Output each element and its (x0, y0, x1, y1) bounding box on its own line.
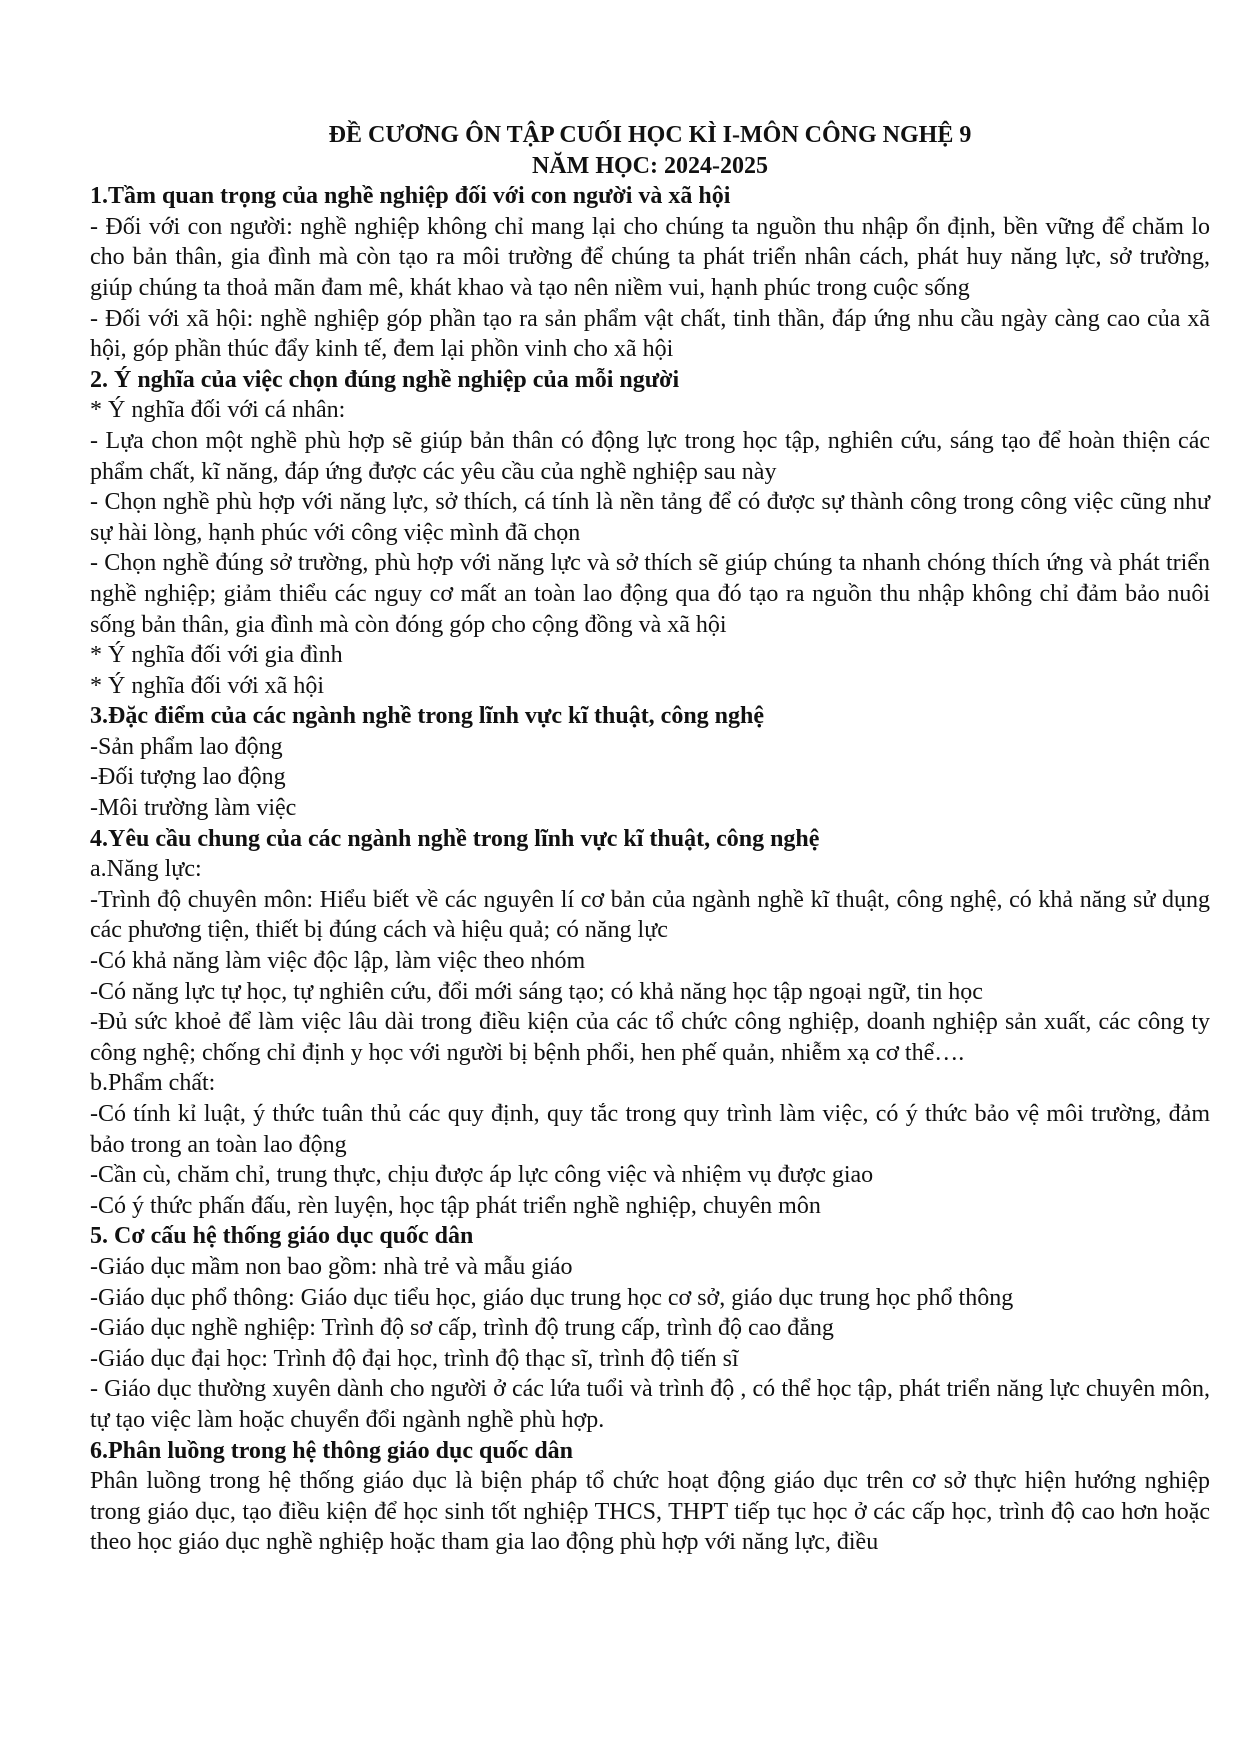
section-2-subheading: * Ý nghĩa đối với cá nhân: (90, 397, 346, 424)
section-2-paragraph: - Chọn nghề đúng sở trường, phù hợp với năng lực và sở thích sẽ giúp chúng ta nhanh chóng thích ứng và phát triển nghề nghiệp; giảm thiểu các nguy cơ mất an toàn lao động qua đó tạo ra nguồn thu nhập không chỉ đảm bảo nuôi sống bản thân, gia đình mà còn đóng góp cho cộng đồng và xã hội (90, 550, 1210, 638)
section-5-item: -Giáo dục đại học: Trình độ đại học, trình độ thạc sĩ, trình độ tiến sĩ (90, 1345, 739, 1372)
section-5-item: -Giáo dục nghề nghiệp: Trình độ sơ cấp, trình độ trung cấp, trình độ cao đẳng (90, 1315, 834, 1342)
section-4-subheading: b.Phẩm chất: (90, 1070, 216, 1097)
section-2-subheading: * Ý nghĩa đối với gia đình (90, 642, 343, 669)
section-3-item: -Đối tượng lao động (90, 764, 286, 791)
section-6-heading: 6.Phân luồng trong hệ thông giáo dục quốc dân (90, 1437, 574, 1464)
section-2-paragraph: - Lựa chon một nghề phù hợp sẽ giúp bản thân có động lực trong học tập, nghiên cứu, sáng tạo để hoàn thiện các phẩm chất, kĩ năng, đáp ứng được các yêu cầu của nghề nghiệp sau này (90, 427, 1210, 485)
section-5-item: -Giáo dục mầm non bao gồm: nhà trẻ và mẫu giáo (90, 1253, 573, 1280)
section-1-paragraph: - Đối với xã hội: nghề nghiệp góp phần tạo ra sản phẩm vật chất, tinh thần, đáp ứng nhu cầu ngày càng cao của xã hội, góp phần thúc đẩy kinh tế, đem lại phồn vinh cho xã hội (90, 305, 1210, 363)
section-5-item: -Giáo dục phổ thông: Giáo dục tiểu học, giáo dục trung học cơ sở, giáo dục trung học phổ thông (90, 1284, 1014, 1311)
section-2-subheading: * Ý nghĩa đối với xã hội (90, 672, 324, 699)
section-4-item: -Có khả năng làm việc độc lập, làm việc theo nhóm (90, 948, 586, 975)
document-page (90, 120, 1210, 1558)
section-5-item: - Giáo dục thường xuyên dành cho người ở các lứa tuổi và trình độ , có thể học tập, phát triển năng lực chuyên môn, tự tạo việc làm hoặc chuyển đổi ngành nghề phù hợp. (90, 1376, 1210, 1433)
section-3-item: -Môi trường làm việc (90, 795, 297, 822)
section-4-item: -Đủ sức khoẻ để làm việc lâu dài trong điều kiện của các tổ chức công nghiệp, doanh nghiệp sản xuất, các công ty công nghệ; chống chỉ định y học với người bị bệnh phổi, hen phế quản, nhiễm xạ cơ thể…. (90, 1009, 1210, 1066)
school-year: NĂM HỌC: 2024-2025 (532, 152, 768, 179)
document-title: ĐỀ CƯƠNG ÔN TẬP CUỐI HỌC KÌ I-MÔN CÔNG NGHỆ 9 (328, 122, 972, 148)
section-4-item: -Có năng lực tự học, tự nghiên cứu, đổi mới sáng tạo; có khả năng học tập ngoại ngữ, tin học (90, 978, 983, 1005)
section-2-heading: 2. Ý nghĩa của việc chọn đúng nghề nghiệp của mỗi người (90, 366, 680, 393)
section-4-item: -Cần cù, chăm chỉ, trung thực, chịu được áp lực công việc và nhiệm vụ được giao (90, 1162, 874, 1189)
section-2-paragraph: - Chọn nghề phù hợp với năng lực, sở thích, cá tính là nền tảng để có được sự thành công trong công việc cũng như sự hài lòng, hạnh phúc với công việc mình đã chọn (90, 489, 1210, 546)
section-4-subheading: a.Năng lực: (90, 856, 202, 883)
section-3-item: -Sản phẩm lao động (90, 733, 283, 760)
section-6-paragraph: Phân luồng trong hệ thống giáo dục là biện pháp tổ chức hoạt động giáo dục trên cơ sở thực hiện hướng nghiệp trong giáo dục, tạo điều kiện để học sinh tốt nghiệp THCS, THPT tiếp tục học ở các cấp học, trình độ cao hơn hoặc theo học giáo dục nghề nghiệp hoặc tham gia lao động phù hợp với năng lực, điều (90, 1468, 1210, 1556)
section-4-item: -Có ý thức phấn đấu, rèn luyện, học tập phát triển nghề nghiệp, chuyên môn (90, 1192, 821, 1219)
section-5-heading: 5. Cơ cấu hệ thống giáo dục quốc dân (90, 1223, 474, 1250)
section-3-heading: 3.Đặc điểm của các ngành nghề trong lĩnh vực kĩ thuật, công nghệ (90, 703, 765, 730)
section-4-item: -Có tính kỉ luật, ý thức tuân thủ các quy định, quy tắc trong quy trình làm việc, có ý thức bảo vệ môi trường, đảm bảo trong an toàn lao động (90, 1101, 1210, 1158)
section-4-heading: 4.Yêu cầu chung của các ngành nghề trong lĩnh vực kĩ thuật, công nghệ (90, 825, 820, 852)
section-1-heading: 1.Tầm quan trọng của nghề nghiệp đối với con người và xã hội (90, 183, 731, 210)
section-4-item: -Trình độ chuyên môn: Hiểu biết về các nguyên lí cơ bản của ngành nghề kĩ thuật, công nghệ, có khả năng sử dụng các phương tiện, thiết bị đúng cách và hiệu quả; có năng lực (90, 886, 1210, 944)
section-1-paragraph: - Đối với con người: nghề nghiệp không chỉ mang lại cho chúng ta nguồn thu nhập ổn định, bền vững để chăm lo cho bản thân, gia đình mà còn tạo ra môi trường để chúng ta phát triển nhân cách, phát huy năng lực, sở trường, giúp chúng ta thoả mãn đam mê, khát khao và tạo nên niềm vui, hạnh phúc trong cuộc sống (90, 213, 1210, 301)
